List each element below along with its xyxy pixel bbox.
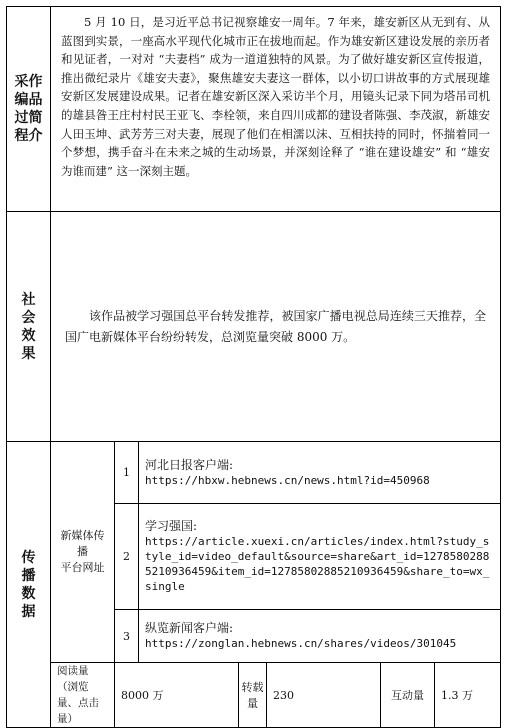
impact-text: 该作品被学习强国总平台转发推荐，被国家广播电视总局连续三天推荐，全国广电新媒体平台纷纷转发，总浏览量突破 8000 万。 (51, 212, 501, 442)
link-url[interactable]: https://zonglan.hebnews.cn/shares/videos/301045 (145, 637, 457, 650)
link-row-1 (7, 442, 501, 504)
link-url[interactable]: https://article.xuexi.cn/articles/index.html?study_style_id=video_default&source=share&art_id=12785802885210936459&item_id=12785802885210936459&share_to=wx_single (145, 535, 490, 593)
impact-heading: 社 会 效 果 (7, 212, 51, 442)
impact-row (7, 212, 501, 442)
entry-form-table (6, 6, 501, 728)
shares-value: 230 (267, 663, 381, 728)
link-cell (139, 504, 501, 610)
platform-label: 新媒体传 播 平台网址 (51, 442, 115, 663)
shares-label: 转载量 (239, 663, 267, 728)
entry-form-sheet (6, 6, 500, 725)
spread-heading: 传 播 数 据 (7, 442, 51, 728)
link-index: 1 (115, 442, 139, 504)
reads-label: 阅读量（浏览量、点击量） (51, 663, 115, 728)
stats-row (7, 663, 501, 728)
link-site: 学习强国: (145, 519, 198, 533)
process-heading: 采作 编品 过简 程介 (7, 7, 51, 212)
link-cell (139, 610, 501, 663)
link-site: 纵览新闻客户端: (145, 621, 234, 635)
link-url[interactable]: https://hbxw.hebnews.cn/news.html?id=450968 (145, 473, 430, 487)
process-text: 5 月 10 日，是习近平总书记视察雄安一周年。7 年来，雄安新区从无到有、从蓝图到实景，一座高水平现代化城市正在拔地而起。作为雄安新区建设发展的亲历者和见证者，一对对 “夫妻档” 成为一道道独特的风景。为了做好雄安新区宣传报道，推出微纪录片《雄安夫妻》，聚焦雄安夫妻这一群体，以小切口讲故事的方式展现雄安新区发展建设成果。记者在雄安新区深入采访半个月，用镜头记录下同为塔吊司机的雄县昝王庄村村民王亚飞、李栓领，来自四川成都的建设者陈强、李茂淑，新雄安人田玉坤、武芳芳三对夫妻，展现了他们在相濡以沫、互相扶持的同时，怀揣着同一个梦想，携手奋斗在未来之城的生动场景，并深刻诠释了 “谁在建设雄安” 和 “雄安为谁而建” 这一深刻主题。 (51, 7, 501, 212)
link-cell (139, 442, 501, 504)
link-index: 3 (115, 610, 139, 663)
link-index: 2 (115, 504, 139, 610)
interact-label: 互动量 (381, 663, 435, 728)
interact-value: 1.3 万 (435, 663, 501, 728)
link-site: 河北日报客户端: (145, 457, 234, 472)
process-row (7, 7, 501, 212)
reads-value: 8000 万 (115, 663, 239, 728)
